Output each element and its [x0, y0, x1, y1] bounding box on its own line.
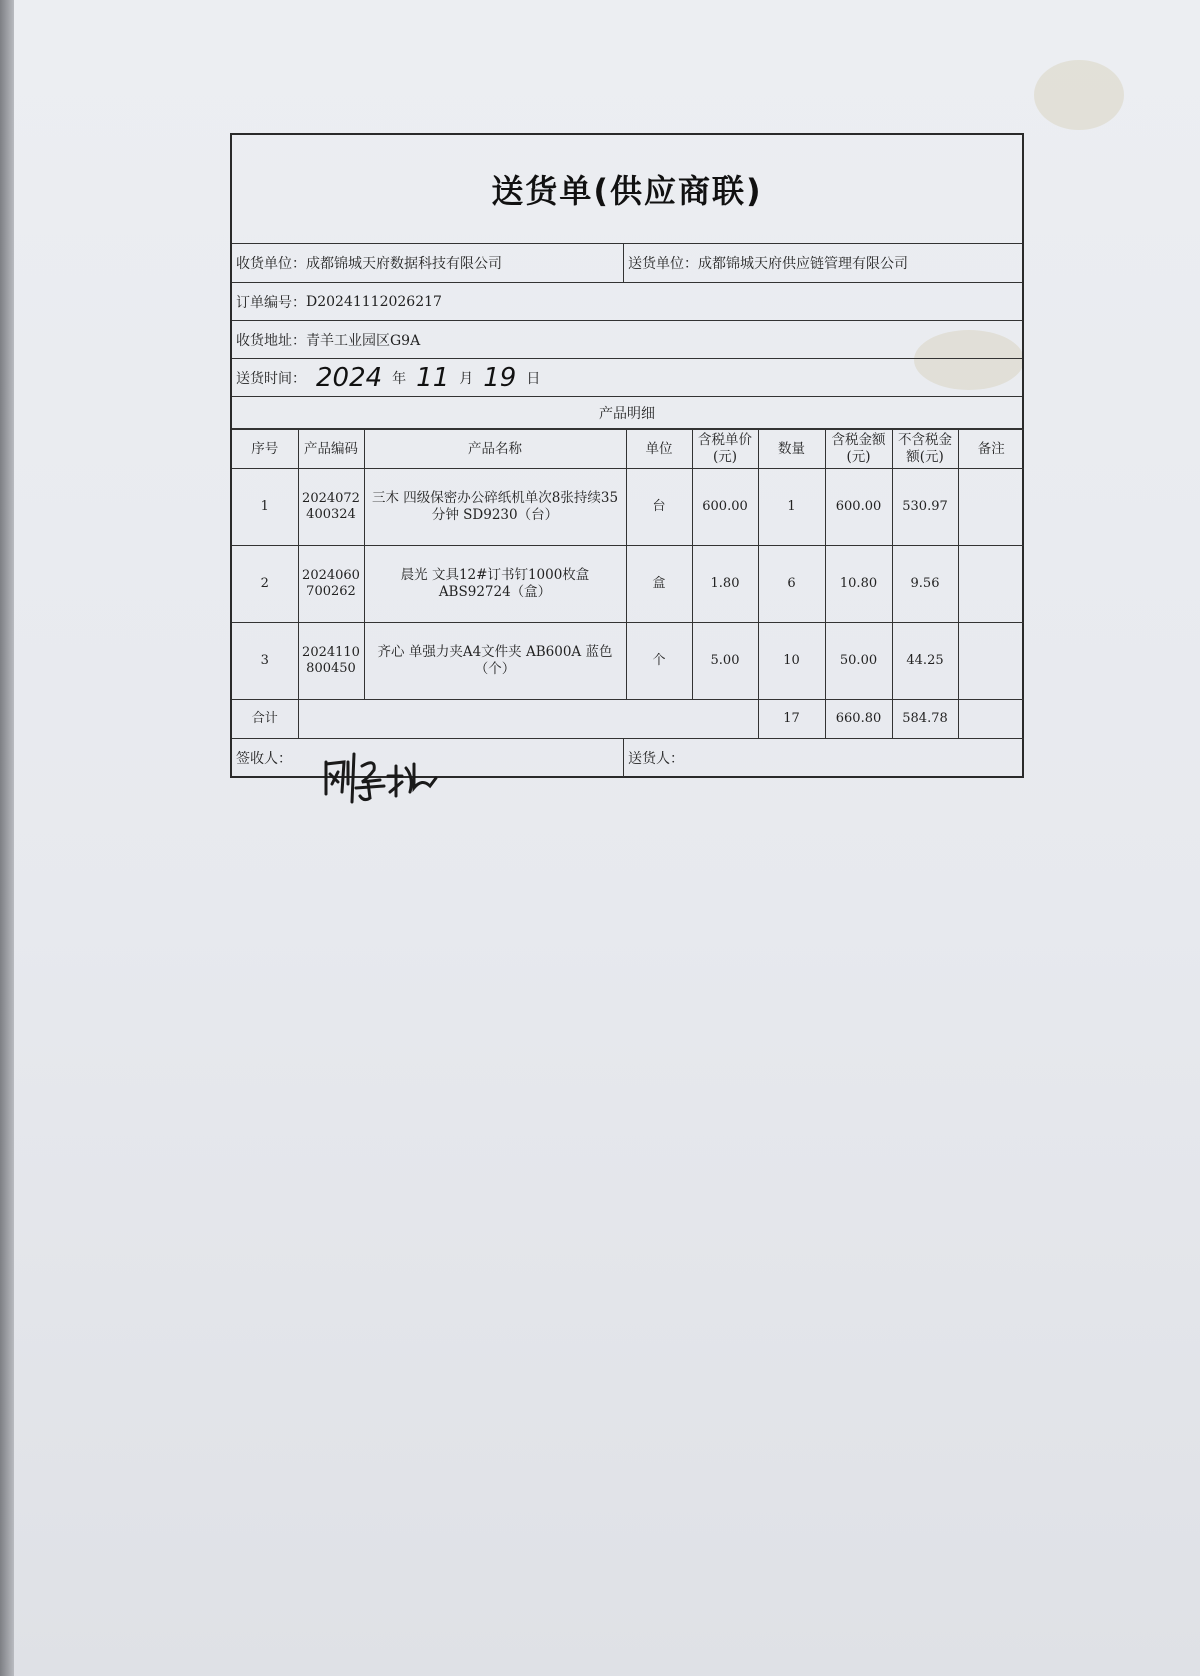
receiver-cell [232, 244, 624, 282]
party-row [232, 244, 1022, 283]
deliverer-cell [624, 739, 684, 777]
deliverer-label: 送货人： [628, 751, 684, 767]
sender-cell [624, 244, 908, 282]
address-cell [232, 321, 420, 358]
total-qty: 17 [758, 700, 825, 739]
order-label: 订单编号： [236, 294, 306, 311]
delivery-note-form [230, 133, 1024, 778]
section-title-row [232, 397, 1022, 429]
item-amount: 10.80 [825, 546, 892, 623]
item-unit: 个 [626, 623, 692, 700]
document-title: 送货单(供应商联) [491, 172, 763, 210]
header-unit-price: 含税单价(元) [692, 430, 758, 469]
delivery-time-label: 送货时间： [236, 370, 306, 387]
address-row [232, 321, 1022, 359]
year-unit: 年 [392, 370, 407, 387]
header-seq: 序号 [232, 430, 298, 469]
item-remark [958, 623, 1024, 700]
item-seq: 2 [232, 546, 298, 623]
item-name: 齐心 单强力夹A4文件夹 AB600A 蓝色（个） [364, 623, 626, 700]
handwritten-day: 19 [483, 362, 517, 393]
handwritten-year: 2024 [316, 362, 383, 393]
item-qty: 1 [758, 469, 825, 546]
total-remark [958, 700, 1024, 739]
item-unit: 盒 [626, 546, 692, 623]
header-amount: 含税金额(元) [825, 430, 892, 469]
sender-value: 成都锦城天府供应链管理有限公司 [698, 256, 908, 272]
item-qty: 6 [758, 546, 825, 623]
item-amount: 50.00 [825, 623, 892, 700]
receiver-label: 收货单位： [236, 256, 306, 272]
item-unit-price: 1.80 [692, 546, 758, 623]
address-label: 收货地址： [236, 332, 306, 349]
item-qty: 10 [758, 623, 825, 700]
item-code: 2024060700262 [298, 546, 364, 623]
month-unit: 月 [459, 370, 474, 387]
item-unit: 台 [626, 469, 692, 546]
item-remark [958, 546, 1024, 623]
sender-label: 送货单位： [628, 256, 698, 272]
item-name: 三木 四级保密办公碎纸机单次8张持续35分钟 SD9230（台） [364, 469, 626, 546]
header-remark: 备注 [958, 430, 1024, 469]
item-remark [958, 469, 1024, 546]
item-code: 2024110800450 [298, 623, 364, 700]
item-seq: 3 [232, 623, 298, 700]
total-label: 合计 [232, 700, 298, 739]
total-row [232, 700, 1024, 739]
product-table [232, 429, 1024, 739]
photo-edge [0, 0, 14, 1676]
section-title: 产品明细 [599, 405, 655, 422]
address-value: 青羊工业园区G9A [306, 332, 421, 349]
header-code: 产品编码 [298, 430, 364, 469]
table-row [232, 623, 1024, 700]
item-amount-ex-tax: 44.25 [892, 623, 958, 700]
title-row [232, 135, 1022, 244]
day-unit: 日 [526, 370, 541, 387]
header-name: 产品名称 [364, 430, 626, 469]
table-row [232, 546, 1024, 623]
handwritten-signature [318, 748, 448, 808]
delivery-time-row [232, 359, 1022, 397]
paper-stain [1034, 60, 1124, 130]
table-header-row [232, 430, 1024, 469]
header-amount-ex-tax: 不含税金额(元) [892, 430, 958, 469]
total-amount-ex-tax: 584.78 [892, 700, 958, 739]
order-row [232, 283, 1022, 321]
order-number: D20241112026217 [306, 293, 442, 310]
item-name: 晨光 文具12#订书钉1000枚盒 ABS92724（盒） [364, 546, 626, 623]
delivery-time-cell [232, 359, 540, 396]
item-seq: 1 [232, 469, 298, 546]
total-blank [298, 700, 758, 739]
item-code: 2024072400324 [298, 469, 364, 546]
signer-label: 签收人： [236, 751, 292, 767]
item-amount-ex-tax: 530.97 [892, 469, 958, 546]
header-qty: 数量 [758, 430, 825, 469]
item-unit-price: 600.00 [692, 469, 758, 546]
receiver-value: 成都锦城天府数据科技有限公司 [306, 256, 502, 272]
header-unit: 单位 [626, 430, 692, 469]
item-unit-price: 5.00 [692, 623, 758, 700]
item-amount: 600.00 [825, 469, 892, 546]
item-amount-ex-tax: 9.56 [892, 546, 958, 623]
handwritten-month: 11 [416, 362, 450, 393]
total-amount: 660.80 [825, 700, 892, 739]
table-row [232, 469, 1024, 546]
order-cell [232, 283, 442, 320]
